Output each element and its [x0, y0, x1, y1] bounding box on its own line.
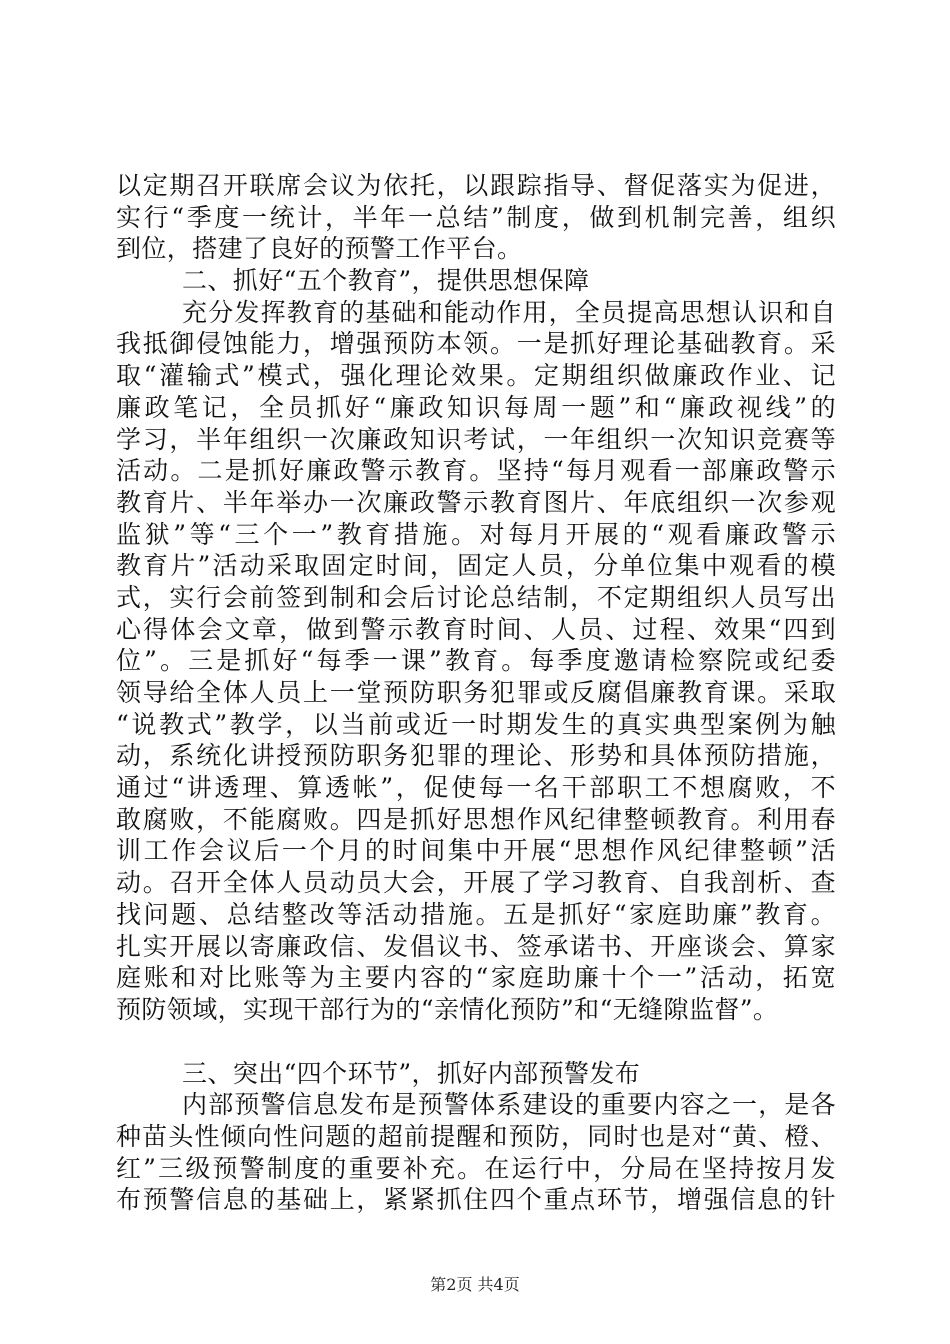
- text-line: 内部预警信息发布是预警体系建设的重要内容之一，是各: [182, 1090, 836, 1120]
- text-line: 庭账和对比账等为主要内容的“家庭助廉十个一”活动，拓宽: [116, 963, 836, 993]
- text-line: 学习，半年组织一次廉政知识考试，一年组织一次知识竞赛等: [116, 424, 836, 454]
- text-line: 教育片、半年举办一次廉政警示教育图片、年底组织一次参观: [116, 487, 836, 517]
- text-line: 位”。三是抓好“每季一课”教育。每季度邀请检察院或纪委: [116, 646, 836, 676]
- text-line: 取“灌输式”模式，强化理论效果。定期组织做廉政作业、记: [116, 361, 836, 391]
- text-line: 动，系统化讲授预防职务犯罪的理论、形势和具体预防措施，: [116, 741, 836, 771]
- page-footer: [0, 1272, 950, 1295]
- text-line: 通过“讲透理、算透帐”，促使每一名干部职工不想腐败，不: [116, 773, 836, 803]
- text-line: 教育片”活动采取固定时间，固定人员，分单位集中观看的模: [116, 551, 836, 581]
- section-heading-2: 二、抓好“五个教育”，提供思想保障: [182, 266, 590, 296]
- document-body: [116, 170, 836, 1216]
- paragraph-3: [116, 1089, 836, 1216]
- text-line: 廉政笔记，全员抓好“廉政知识每周一题”和“廉政视线”的: [116, 392, 836, 422]
- text-line: 实行“季度一统计，半年一总结”制度，做到机制完善，组织: [116, 202, 836, 232]
- text-line: 预防领域，实现干部行为的“亲情化预防”和“无缝隙监督”。: [116, 994, 779, 1024]
- text-line: 扎实开展以寄廉政信、发倡议书、签承诺书、开座谈会、算家: [116, 931, 836, 961]
- text-line: “说教式”教学，以当前或近一时期发生的真实典型案例为触: [116, 709, 836, 739]
- text-line: 心得体会文章，做到警示教育时间、人员、过程、效果“四到: [116, 614, 836, 644]
- paragraph-2: [116, 297, 836, 1026]
- text-line: 监狱”等“三个一”教育措施。对每月开展的“观看廉政警示: [116, 519, 836, 549]
- text-line: 领导给全体人员上一堂预防职务犯罪或反腐倡廉教育课。采取: [116, 678, 836, 707]
- text-line: 式，实行会前签到制和会后讨论总结制，不定期组织人员写出: [116, 582, 836, 612]
- paragraph-spacer: [116, 1026, 836, 1058]
- text-line: 活动。二是抓好廉政警示教育。坚持“每月观看一部廉政警示: [116, 456, 836, 486]
- section-heading-3: 三、突出“四个环节”，抓好内部预警发布: [182, 1058, 641, 1088]
- text-line: 动。召开全体人员动员大会，开展了学习教育、自我剖析、查: [116, 868, 836, 898]
- paragraph-1: [116, 170, 836, 265]
- text-line: 红”三级预警制度的重要补充。在运行中，分局在坚持按月发: [116, 1153, 836, 1183]
- text-line: 布预警信息的基础上，紧紧抓住四个重点环节，增强信息的针: [116, 1185, 836, 1215]
- text-line: 训工作会议后一个月的时间集中开展“思想作风纪律整顿”活: [116, 836, 836, 866]
- page-number: 第2页 共4页: [430, 1275, 520, 1294]
- text-line: 敢腐败，不能腐败。四是抓好思想作风纪律整顿教育。利用春: [116, 804, 836, 834]
- text-line: 种苗头性倾向性问题的超前提醒和预防，同时也是对“黄、橙、: [116, 1121, 836, 1151]
- text-line: 我抵御侵蚀能力，增强预防本领。一是抓好理论基础教育。采: [116, 329, 836, 359]
- text-line: 找问题、总结整改等活动措施。五是抓好“家庭助廉”教育。: [116, 899, 836, 929]
- text-line: 以定期召开联席会议为依托，以跟踪指导、督促落实为促进，: [116, 171, 836, 200]
- text-line: 充分发挥教育的基础和能动作用，全员提高思想认识和自: [182, 297, 836, 327]
- text-line: 到位，搭建了良好的预警工作平台。: [116, 234, 523, 264]
